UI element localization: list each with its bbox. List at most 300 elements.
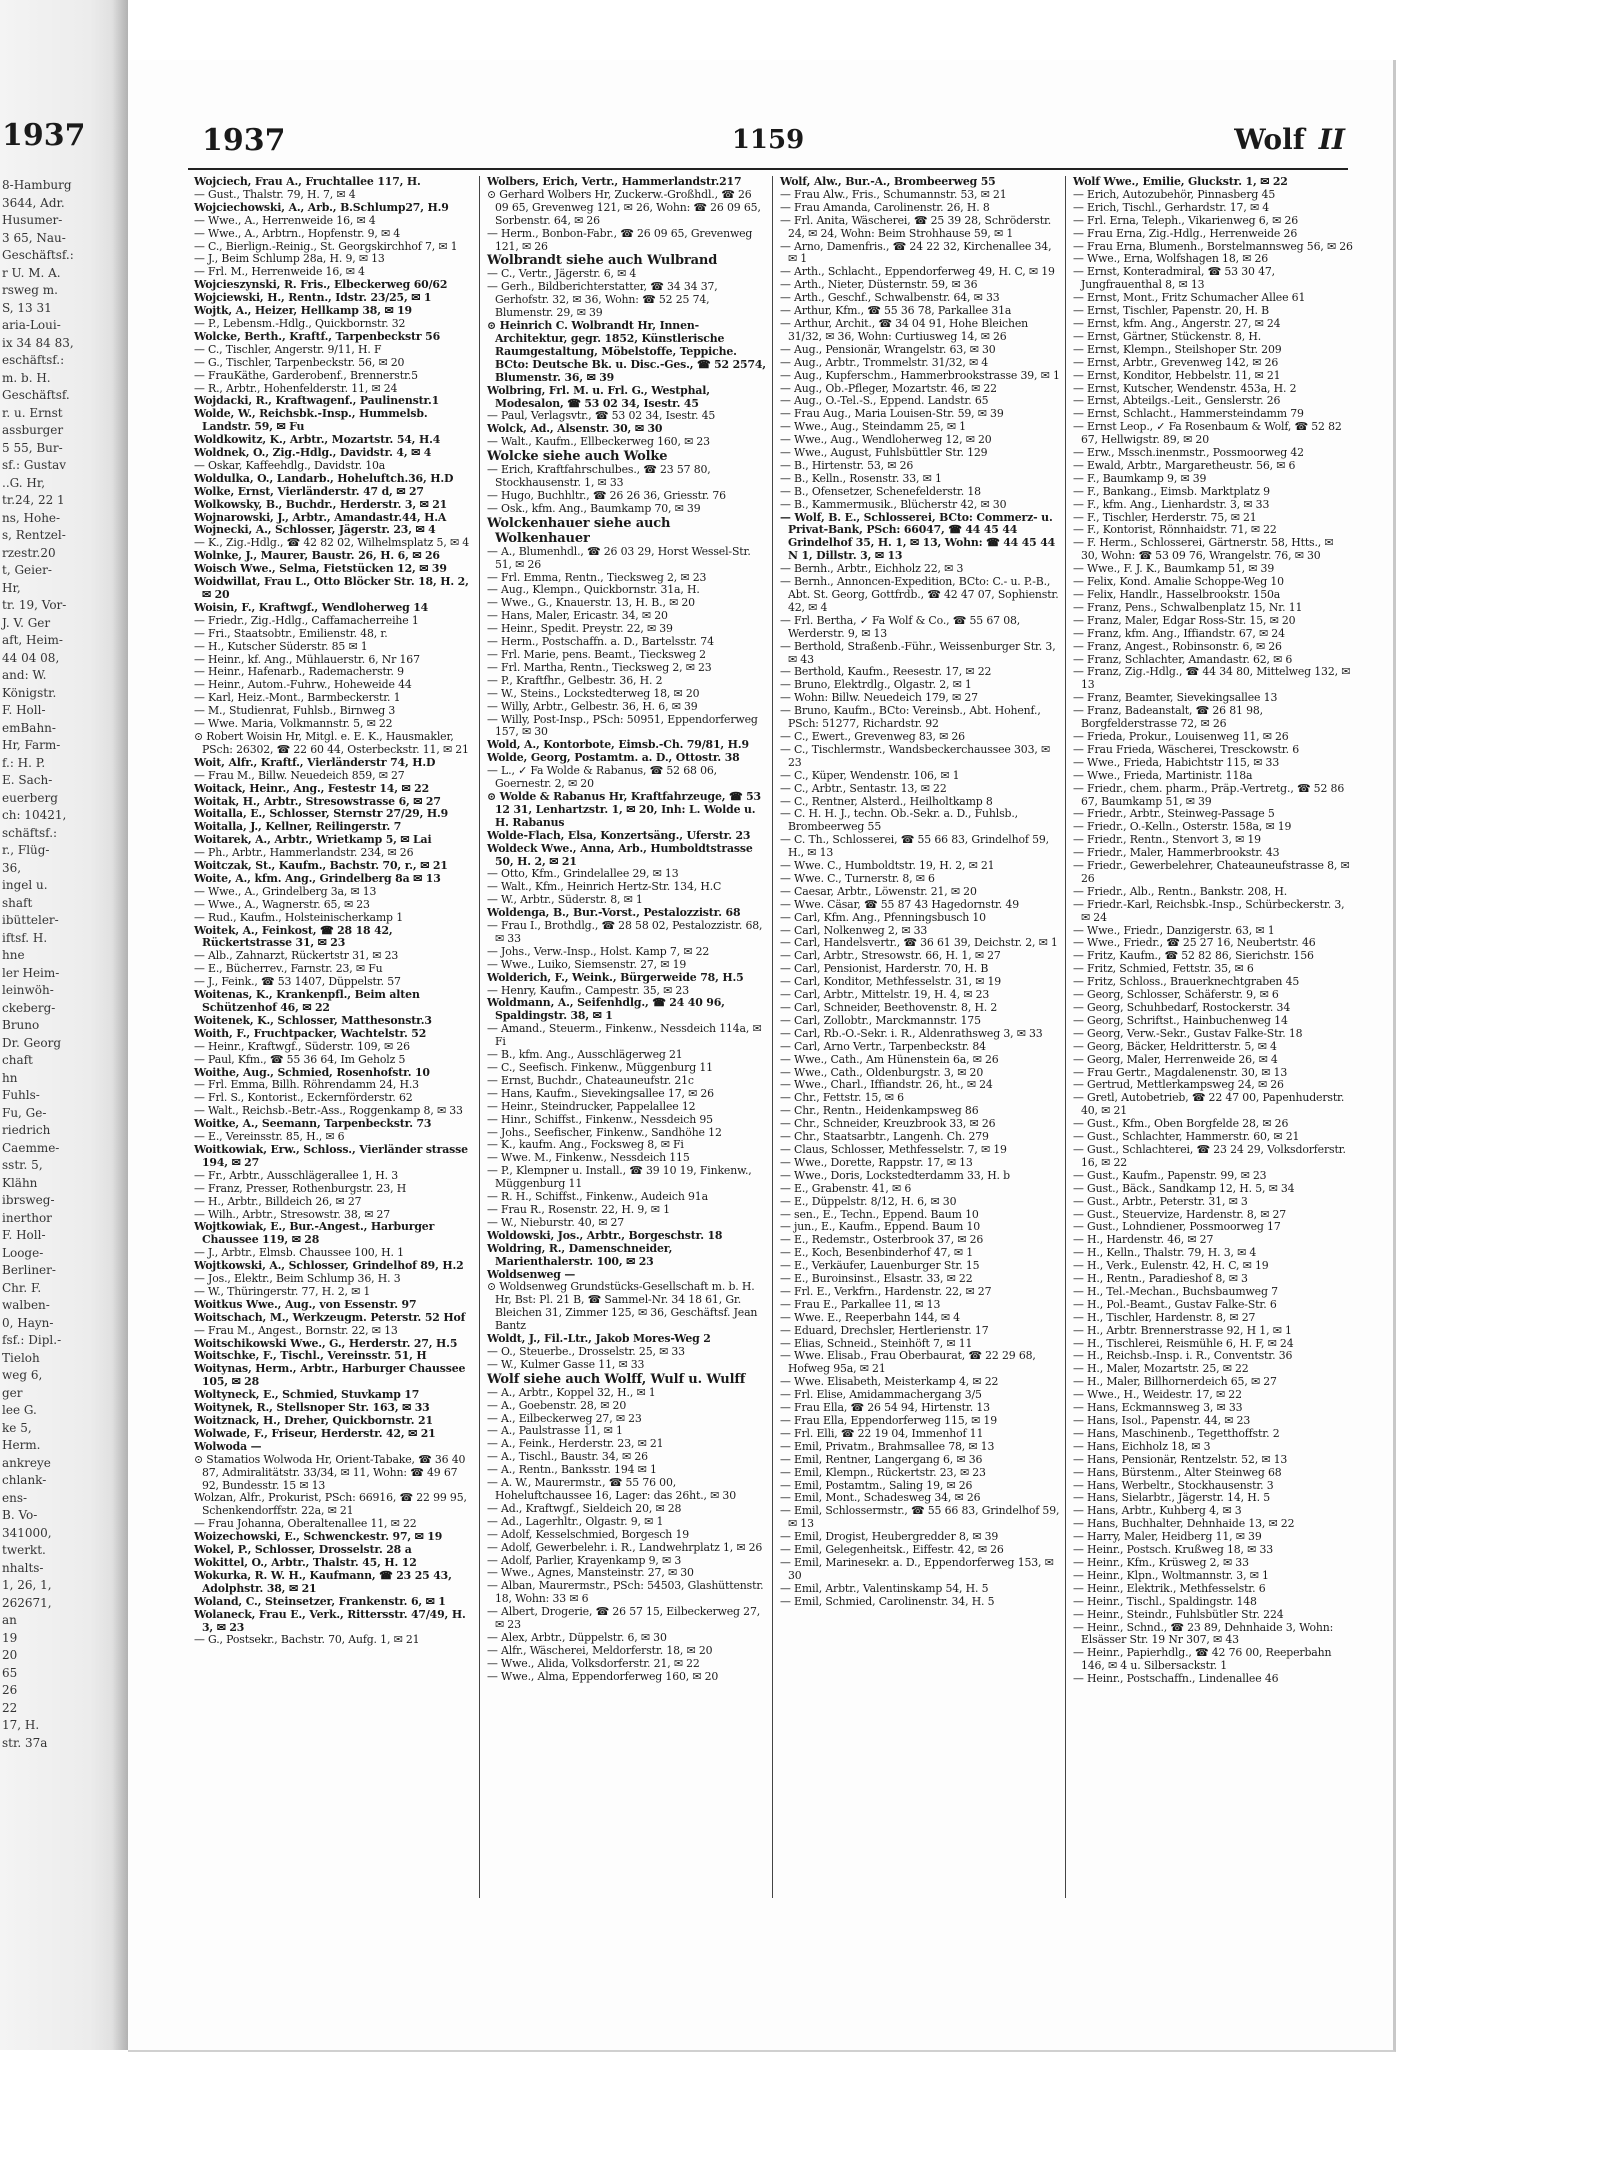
facing-page-text-fragment: r. u. Ernst (2, 405, 63, 420)
directory-entry: Wojdacki, R., Kraftwagenf., Paulinenstr.1 (194, 394, 440, 408)
directory-entry: — F. Herm., Schlosserei, Gärtnerstr. 58, Htts., ✉ 30, Wohn: ☎ 53 09 76, Wrangelstr. 76, ✉ 30 (1073, 536, 1334, 563)
facing-page-text-fragment: ch: 10421, (2, 808, 67, 822)
directory-entry: — Hans, Eichholz 18, ✉ 3 (1073, 1439, 1211, 1453)
directory-entry: — Wwe., Cath., Am Hünenstein 6a, ✉ 26 (780, 1052, 999, 1066)
facing-page-text-fragment: schäftsf.: (2, 825, 58, 840)
directory-entry: — H., Tel.-Mechan., Buchsbaumweg 7 (1073, 1284, 1278, 1298)
facing-page-text-fragment: rsweg m. (2, 283, 58, 297)
directory-entry: — R. H., Schiffst., Finkenw., Audeich 91a (487, 1190, 708, 1204)
directory-entry: — A., Eilbeckerweg 27, ✉ 23 (487, 1411, 642, 1425)
directory-entry: Wolf siehe auch Wolff, Wulf u. Wulff (487, 1371, 746, 1387)
facing-page-text-fragment: tr.24, 22 1 (2, 493, 65, 507)
directory-entry: — Berthold, Kaufm., Reesestr. 17, ✉ 22 (780, 665, 992, 679)
facing-page-text-fragment: 341000, (2, 1525, 52, 1540)
directory-entry: — Carl, Kfm. Ang., Pfenningsbusch 10 (780, 910, 986, 924)
directory-entry: Woitalla, E., Schlosser, Sternstr 27/29, H.9 (194, 807, 449, 821)
directory-entry: — Hans, Pensionär, Rentzelstr. 52, ✉ 13 (1073, 1452, 1288, 1466)
facing-page-text-fragment: aft, Heim- (2, 633, 63, 647)
directory-entry: Woltyneck, E., Schmied, Stuvkamp 17 (194, 1388, 420, 1402)
directory-entry: — Emil, Schlossermstr., ☎ 55 66 83, Grindelhof 59, ✉ 13 (780, 1504, 1060, 1531)
directory-entry: — Bruno, Elektrdlg., Olgastr. 2, ✉ 1 (780, 678, 972, 692)
directory-entry: — Hans, Maler, Ericastr. 34, ✉ 20 (487, 609, 668, 623)
directory-page (128, 60, 1396, 2052)
directory-entry: — Georg, Schlosser, Schäferstr. 9, ✉ 6 (1073, 988, 1279, 1002)
facing-page-header: 1937 (2, 118, 86, 153)
directory-entry: — Frau M., Billw. Neuedeich 859, ✉ 27 (194, 768, 405, 782)
directory-entry: Wolde, Georg, Postamtm. a. D., Ottostr. 38 (487, 751, 740, 765)
directory-entry: — Ernst, Konditor, Hebbelstr. 11, ✉ 21 (1073, 368, 1281, 382)
directory-entry: — Friedr., Arbtr., Steinweg-Passage 5 (1073, 807, 1275, 821)
directory-entry: ⊙ Wolde & Rabanus Hr, Kraftfahrzeuge, ☎ 53 12 31, Lenhartzstr. 1, ✉ 20, Inh: L. Wolde u. H. Rabanus (487, 789, 761, 829)
facing-page-text-fragment: Geschäftsf.: (2, 248, 74, 262)
facing-page-text-fragment: str. 37a (2, 1735, 48, 1750)
facing-page-text-fragment: 17, H. (2, 1718, 40, 1732)
directory-entry: — Franz, Presser, Rothenburgstr. 23, H (194, 1181, 407, 1195)
directory-entry: — C., Küper, Wendenstr. 106, ✉ 1 (780, 768, 960, 782)
directory-entry: — Herm., Bonbon-Fabr., ☎ 26 09 65, Grevenweg 121, ✉ 26 (487, 226, 753, 253)
directory-entry: — Bernh., Annoncen-Expedition, BCto: C.- u. P.-B., Abt. St. Georg, Gottfrdb., ☎ 42 47 07, Sophienstr. 42, ✉ 4 (780, 575, 1059, 614)
column-4 (1067, 176, 1357, 1898)
directory-entry: — Wwe. Maria, Volkmannstr. 5, ✉ 22 (194, 717, 393, 731)
directory-entry: — Emil, Gelegenheitsk., Eiffestr. 42, ✉ 26 (780, 1543, 1004, 1557)
directory-entry: — Wwe., Friedr., Danzigerstr. 63, ✉ 1 (1073, 923, 1275, 937)
directory-entry: — Arthur, Kfm., ☎ 55 36 78, Parkallee 31a (780, 304, 1012, 318)
directory-entry: — Fritz, Schloss., Brauerknechtgraben 45 (1073, 975, 1300, 989)
facing-page-text-fragment: Chr. F. (2, 1280, 42, 1295)
directory-entry: — Caesar, Arbtr., Löwenstr. 21, ✉ 20 (780, 884, 977, 898)
directory-entry: — Fritz, Schmied, Fettstr. 35, ✉ 6 (1073, 962, 1254, 976)
facing-page-text-fragment: ler Heim- (2, 965, 60, 980)
facing-page-text-fragment: fsf.: Dipl.- (2, 1333, 62, 1347)
directory-entry: — C., Rentner, Alsterd., Heilholtkamp 8 (780, 794, 993, 808)
directory-entry: — Hans, Isol., Papenstr. 44, ✉ 23 (1073, 1414, 1251, 1427)
directory-entry: Woisch Wwe., Selma, Fietstücken 12, ✉ 39 (194, 562, 447, 576)
directory-entry: — Aug., Pensionär, Wrangelstr. 63, ✉ 30 (780, 342, 996, 356)
facing-page-text-fragment: B. Vo- (2, 1508, 38, 1522)
directory-entry: Wojnarowski, J., Arbtr., Amandastr.44, H.A (194, 510, 447, 524)
facing-page-text-fragment: weg 6, (2, 1368, 43, 1382)
directory-entry: — Georg, Verw.-Sekr., Gustav Falke-Str. 18 (1073, 1026, 1303, 1040)
directory-entry: — Emil, Rentner, Langergang 6, ✉ 36 (780, 1452, 983, 1466)
directory-entry: Woldnek, O., Zig.-Hdlg., Davidstr. 4, ✉ 4 (194, 446, 432, 460)
directory-entry: Wolwoda — (194, 1439, 262, 1453)
facing-page-text-fragment: twerkt. (2, 1543, 46, 1557)
facing-page-text-fragment: F. Holl- (2, 703, 46, 717)
directory-entry: — Ernst, Gärtner, Stückenstr. 8, H. (1073, 329, 1262, 343)
directory-entry: — Claus, Schlosser, Methfesselstr. 7, ✉ 19 (780, 1142, 1007, 1156)
facing-page-text-fragment: 262671, (2, 1595, 52, 1610)
directory-entry: — B., Kammermusik., Blücherstr 42, ✉ 30 (780, 497, 1007, 511)
directory-entry: Woitke, A., Seemann, Tarpenbeckstr. 73 (194, 1117, 432, 1131)
directory-entry: — Heinr., Postsch. Krußweg 18, ✉ 33 (1073, 1543, 1274, 1557)
directory-entry: — Gust., Schlachterei, ☎ 23 24 29, Volksdorferstr. 16, ✉ 22 (1073, 1142, 1346, 1169)
directory-entry: — Ph., Arbtr., Hammerlandstr. 234, ✉ 26 (194, 846, 414, 860)
directory-entry: — E., Redemstr., Osterbrook 37, ✉ 26 (780, 1233, 984, 1247)
directory-entry: — Gretl, Autobetrieb, ☎ 22 47 00, Papenhuderstr. 40, ✉ 21 (1073, 1091, 1345, 1118)
directory-entry: Woitkowiak, Erw., Schloss., Vierländer strasse 194, ✉ 27 (194, 1142, 468, 1169)
directory-entry: — Hans, Kaufm., Sievekingsallee 17, ✉ 26 (487, 1086, 714, 1100)
directory-entry: — Carl, Arbtr., Mittelstr. 19, H. 4, ✉ 23 (780, 988, 990, 1002)
directory-entry: — Heinr., Steindrucker, Pappelallee 12 (487, 1099, 696, 1113)
directory-entry: — Heinr., Elektrik., Methfesselstr. 6 (1073, 1581, 1266, 1595)
directory-entry: — Bernh., Arbtr., Eichholz 22, ✉ 3 (780, 562, 964, 576)
directory-entry: — Franz, kfm. Ang., Iffiandstr. 67, ✉ 24 (1073, 626, 1285, 640)
directory-entry: — Gerh., Bildberichterstatter, ☎ 34 34 37, Gerhofstr. 32, ✉ 36, Wohn: ☎ 52 25 74, Blumenstr. 29, ✉ 39 (487, 280, 718, 320)
directory-entry: — Wwe., Friedr., ☎ 25 27 16, Neubertstr. 46 (1073, 936, 1316, 950)
directory-entry: Wokittel, O., Arbtr., Thalstr. 45, H. 12 (194, 1555, 417, 1569)
directory-entry: — Paul, Kfm., ☎ 55 36 64, Im Geholz 5 (194, 1052, 406, 1066)
directory-entry: — K., Zig.-Hdlg., ☎ 42 82 02, Wilhelmsplatz 5, ✉ 4 (194, 536, 470, 550)
facing-page-text-fragment: Looge- (2, 1245, 44, 1260)
directory-entry: — Felix, Handlr., Hasselbrookstr. 150a (1073, 588, 1281, 601)
directory-entry: Woland, C., Steinsetzer, Frankenstr. 6, ✉ 1 (194, 1594, 446, 1608)
directory-entry: — Gust., Arbtr., Peterstr. 31, ✉ 3 (1073, 1194, 1248, 1208)
facing-page-text-fragment: 8-Hamburg (2, 178, 72, 192)
directory-entry: — Wwe., F. J. K., Baumkamp 51, ✉ 39 (1073, 562, 1275, 576)
facing-page-text-fragment: ankreye (2, 1455, 51, 1470)
directory-entry: — Frau Erna, Zig.-Hdlg., Herrenweide 26 (1073, 226, 1298, 240)
directory-entry: — F., Kontorist, Rönnhaidstr. 71, ✉ 22 (1073, 523, 1277, 537)
directory-entry: — B., Hirtenstr. 53, ✉ 26 (780, 458, 914, 472)
directory-entry: — Frl. Erna, Teleph., Vikarienweg 6, ✉ 26 (1073, 213, 1299, 227)
directory-entry: — W., Nieburstr. 40, ✉ 27 (487, 1215, 625, 1229)
facing-page-text-fragment: Fu, Ge- (2, 1105, 47, 1120)
facing-page-text-fragment: m. b. H. (2, 370, 51, 385)
facing-page-text-fragment: 3 65, Nau- (2, 230, 66, 245)
facing-page-text-fragment: 5 55, Bur- (2, 440, 63, 455)
directory-entry: — Hans, Sielarbtr., Jägerstr. 14, H. 5 (1073, 1491, 1270, 1505)
directory-entry: Wokel, P., Schlosser, Drosselstr. 28 a (194, 1543, 412, 1557)
directory-entry: — Georg, Schuhbedarf, Rostockerstr. 34 (1073, 1001, 1291, 1014)
directory-entry: — F., Tischler, Herderstr. 75, ✉ 21 (1073, 510, 1257, 524)
directory-entry: — Friedr., chem. pharm., Präp.-Vertretg., ☎ 52 86 67, Baumkamp 51, ✉ 39 (1073, 781, 1345, 808)
facing-page-text-fragment: Fuhls- (2, 1088, 40, 1102)
directory-entry: — Gust., Kfm., Oben Borgfelde 28, ✉ 26 (1073, 1117, 1289, 1131)
directory-entry: — Wwe. Elisab., Frau Oberbaurat, ☎ 22 29 68, Hofweg 95a, ✉ 21 (780, 1349, 1036, 1376)
directory-entry: — H., Verk., Eulenstr. 42, H. C, ✉ 19 (1073, 1259, 1269, 1273)
directory-entry: — Erich, Autozubehör, Pinnasberg 45 (1073, 187, 1276, 201)
facing-page-text-fragment: 22 (2, 1700, 18, 1715)
directory-entry: — Heinr., Spedit. Preystr. 22, ✉ 39 (487, 622, 673, 636)
directory-entry: Wolcke siehe auch Wolke (487, 449, 668, 465)
directory-entry: — J., Feink., ☎ 53 1407, Düppelstr. 57 (194, 975, 401, 989)
directory-entry: — Friedr., Maler, Hammerbrookstr. 43 (1073, 846, 1280, 860)
directory-entry: Wojciewski, H., Rentn., Idstr. 23/25, ✉ 1 (194, 291, 432, 305)
directory-entry: — Carl, Nolkenweg 2, ✉ 33 (780, 923, 928, 937)
facing-page-text-fragment: emBahn- (2, 720, 56, 735)
facing-page-text-fragment: 20 (2, 1648, 18, 1662)
directory-entry: Wojtk, A., Heizer, Hellkamp 38, ✉ 19 (194, 304, 412, 318)
directory-entry: — Herm., Postschaffn. a. D., Bartelsstr. 74 (487, 635, 714, 649)
directory-entry: — Carl, Arbtr., Stresowstr. 66, H. 1, ✉ 27 (780, 949, 1001, 963)
column-1 (188, 176, 478, 1898)
directory-entry: — Ewald, Arbtr., Margaretheustr. 56, ✉ 6 (1073, 458, 1296, 472)
directory-entry: Wolbrandt siehe auch Wulbrand (487, 253, 718, 269)
column-3 (774, 176, 1064, 1898)
facing-page-text-fragment: ix 34 84 83, (2, 335, 74, 350)
directory-entry: Woldenga, B., Bur.-Vorst., Pestalozzistr. 68 (487, 906, 741, 920)
directory-entry: — Wwe., A., Grindelberg 3a, ✉ 13 (194, 884, 377, 898)
directory-entry: Woitak, H., Arbtr., Stresowstrasse 6, ✉ 27 (194, 794, 441, 808)
directory-entry: — Frl. Anita, Wäscherei, ☎ 25 39 28, Schröderstr. 24, ✉ 24, Wohn: Beim Strohhause 59, ✉ 1 (780, 213, 1052, 240)
facing-page-text-fragment: Hr, (2, 580, 21, 595)
directory-entry: — Georg, Bäcker, Heldritterstr. 5, ✉ 4 (1073, 1039, 1277, 1053)
directory-entry: — C., Seefisch. Finkenw., Müggenburg 11 (487, 1061, 713, 1074)
directory-entry: — Ernst, kfm. Ang., Angerstr. 27, ✉ 24 (1073, 316, 1281, 330)
directory-entry: — Ernst, Abteilgs.-Leit., Genslerstr. 26 (1073, 394, 1281, 408)
facing-page-text-fragment: Bruno (2, 1018, 40, 1032)
directory-entry: — Gust., Kaufm., Papenstr. 99, ✉ 23 (1073, 1168, 1267, 1182)
directory-entry: — Henry, Kaufm., Campestr. 35, ✉ 23 (487, 983, 689, 997)
directory-entry: Wolderich, F., Weink., Bürgerweide 78, H.5 (487, 970, 744, 984)
facing-page-text-fragment: rzestr.20 (2, 545, 56, 560)
directory-entry: — H., Tischler, Hardenstr. 8, ✉ 27 (1073, 1310, 1256, 1324)
directory-entry: — Carl, Zollobtr., Marckmannstr. 175 (780, 1013, 981, 1027)
directory-entry: — Gust., Steuervize, Hardenstr. 8, ✉ 27 (1073, 1207, 1287, 1221)
directory-entry: — B., kfm. Ang., Ausschlägerweg 21 (487, 1048, 683, 1062)
directory-entry: Woldeck Wwe., Anna, Arb., Humboldtstrasse 50, H. 2, ✉ 21 (487, 841, 753, 868)
directory-entry: — Chr., Schneider, Kreuzbrook 33, ✉ 26 (780, 1117, 996, 1131)
directory-entry: Woldulka, O., Landarb., Hoheluftch.36, H.D (194, 471, 454, 485)
directory-entry: — Frl. Martha, Rentn., Tiecksweg 2, ✉ 23 (487, 660, 712, 674)
facing-page-text-fragment: ..G. Hr, (2, 475, 46, 490)
directory-entry: Woldring, R., Damenschneider, Marienthalerstr. 100, ✉ 23 (487, 1241, 673, 1268)
directory-entry: — Walt., Reichsb.-Betr.-Ass., Roggenkamp 8, ✉ 33 (194, 1104, 463, 1118)
facing-page-text-fragment: Berliner- (2, 1263, 56, 1277)
facing-page-text-fragment: Herm. (2, 1438, 41, 1452)
directory-entry: — Alfr., Wäscherei, Meldorferstr. 18, ✉ 20 (487, 1643, 713, 1657)
directory-entry: — Franz, Badeanstalt, ☎ 26 81 98, Borgfelderstrasse 72, ✉ 26 (1073, 704, 1263, 731)
directory-entry: — Emil, Arbtr., Valentinskamp 54, H. 5 (780, 1581, 989, 1595)
facing-page-text-fragment: euerberg (2, 790, 58, 805)
directory-entry: Woitynas, Herm., Arbtr., Harburger Chaussee 105, ✉ 28 (194, 1362, 466, 1389)
directory-entry: — Wwe., Frieda, Martinistr. 118a (1073, 768, 1253, 782)
directory-entry: Wolnke, J., Maurer, Baustr. 26, H. 6, ✉ 26 (194, 549, 440, 563)
directory-entry: — Chr., Staatsarbtr., Langenh. Ch. 279 (780, 1130, 989, 1144)
facing-page-text-fragment: ibütteler- (2, 913, 59, 927)
directory-entry: — F., Bankang., Eimsb. Marktplatz 9 (1073, 484, 1270, 498)
directory-entry: — Gertrud, Mettlerkampsweg 24, ✉ 26 (1073, 1078, 1284, 1092)
directory-entry: — Frau Erna, Blumenh., Borstelmannsweg 56, ✉ 26 (1073, 239, 1353, 253)
directory-entry: — C. H. H. J., techn. Ob.-Sekr. a. D., Fuhlsb., Brombeerweg 55 (780, 807, 1018, 834)
directory-entry: Wolzan, Alfr., Prokurist, PSch: 66916, ☎ 22 99 95, Schenkendorffstr. 22a, ✉ 21 (194, 1491, 467, 1518)
facing-page-text-fragment: riedrich (2, 1123, 51, 1137)
directory-entry: — Albert, Drogerie, ☎ 26 57 15, Eilbeckerweg 27, ✉ 23 (487, 1605, 761, 1632)
directory-entry: — Harry, Maler, Heidberg 11, ✉ 39 (1073, 1530, 1262, 1544)
directory-entry: — Carl, Schneider, Beethovenstr. 8, H. 2 (780, 1001, 998, 1014)
directory-entry: — Aug., Arbtr., Trommelstr. 31/32, ✉ 4 (780, 355, 989, 369)
directory-entry: — Emil, Mont., Schadesweg 34, ✉ 26 (780, 1491, 981, 1505)
facing-page-text-fragment: chaft (2, 1053, 33, 1067)
page-number: 1159 (731, 125, 805, 155)
directory-entry: — A. W., Maurermstr., ☎ 55 76 00, Hoheluftchaussee 16, Lager: das 26ht., ✉ 30 (487, 1476, 736, 1502)
directory-entry: Wojnecki, A., Schlosser, Jägerstr. 23, ✉ 4 (194, 523, 436, 537)
directory-entry: Woisin, F., Kraftwgf., Wendloherweg 14 (194, 600, 429, 614)
directory-entry: — Ernst, Konteradmiral, ☎ 53 30 47, Jungfrauenthal 8, ✉ 13 (1073, 265, 1275, 292)
facing-page-text-fragment: E. Sach- (2, 773, 53, 787)
directory-entry: — Paul, Verlagsvtr., ☎ 53 02 34, Isestr. 45 (487, 409, 716, 423)
directory-entry: Woitarek, A., Arbtr., Wrietkamp 5, ✉ Lai (194, 833, 432, 847)
directory-entry: — Georg, Maler, Herrenweide 26, ✉ 4 (1073, 1052, 1278, 1066)
facing-page-text-fragment: nhalts- (2, 1560, 44, 1575)
directory-entry: Wojtkowiak, E., Bur.-Angest., Harburger Chaussee 119, ✉ 28 (194, 1220, 435, 1247)
directory-entry: — Wwe., Dorette, Rappstr. 17, ✉ 13 (780, 1155, 973, 1169)
column-2 (481, 176, 771, 1898)
directory-entry: — H., Arbtr., Billdeich 26, ✉ 27 (194, 1194, 362, 1208)
directory-entry: — Wwe., Aug., Steindamm 25, ✉ 1 (780, 420, 966, 434)
directory-entry: — Hans, Maschinenb., Tegetthoffstr. 2 (1073, 1426, 1280, 1440)
facing-page-text-fragment: 0, Hayn- (2, 1315, 54, 1330)
directory-entry: — Heinr., Tischl., Spaldingstr. 148 (1073, 1594, 1257, 1608)
directory-entry: — Gust., Schlachter, Hammerstr. 60, ✉ 21 (1073, 1130, 1300, 1144)
directory-entry: — C., Tischlermstr., Wandsbeckerchaussee 303, ✉ 23 (780, 742, 1050, 769)
facing-page-text-fragment: ens- (2, 1490, 28, 1505)
directory-entry: — Ernst, Klempn., Steilshoper Str. 209 (1073, 342, 1282, 356)
directory-entry: Woith, F., Fruchtpacker, Wachtelstr. 52 (194, 1026, 427, 1040)
directory-entry: — Walt., Kfm., Heinrich Hertz-Str. 134, H.C (487, 880, 722, 894)
directory-entry: — Wwe., A., Wagnerstr. 65, ✉ 23 (194, 897, 370, 911)
directory-entry: — Frl. Emma, Billh. Röhrendamm 24, H.3 (194, 1078, 419, 1092)
directory-entry: — FrauKäthe, Garderobenf., Brennerstr.5 (194, 368, 418, 382)
directory-entry: — Frau Ella, Eppendorferweg 115, ✉ 19 (780, 1414, 997, 1427)
facing-page-text-fragment: Klähn (2, 1175, 38, 1190)
directory-entry: — Gust., Thalstr. 79, H. 7, ✉ 4 (194, 187, 356, 201)
directory-entry: — G., Postsekr., Bachstr. 70, Aufg. 1, ✉ 21 (194, 1633, 420, 1647)
directory-entry: — Jos., Elektr., Beim Schlump 36, H. 3 (194, 1272, 401, 1286)
directory-entry: Wojciech, Frau A., Fruchtallee 117, H. (194, 176, 421, 188)
directory-entry: — Fri., Staatsobtr., Emilienstr. 48, r. (194, 626, 388, 640)
directory-entry: — Erw., Mssch.inenmstr., Possmoorweg 42 (1073, 446, 1304, 460)
directory-entry: — Franz, Maler, Edgar Ross-Str. 15, ✉ 20 (1073, 613, 1296, 627)
directory-entry: — C., Arbtr., Sentastr. 13, ✉ 22 (780, 781, 947, 795)
directory-entry: Wolde, W., Reichsbk.-Insp., Hummelsb. Landstr. 59, ✉ Fu (194, 407, 428, 434)
directory-entry: — Oskar, Kaffeehdlg., Davidstr. 10a (194, 458, 386, 472)
facing-page-text-fragment: ger (2, 1385, 23, 1400)
directory-entry: — Frau Alw., Fris., Schumannstr. 53, ✉ 21 (780, 187, 1007, 201)
directory-entry: Wolck, Ad., Alsenstr. 30, ✉ 30 (487, 422, 663, 436)
directory-entry: — J., Arbtr., Elmsb. Chaussee 100, H. 1 (194, 1246, 404, 1260)
directory-entry: — O., Steuerbe., Drosselstr. 25, ✉ 33 (487, 1344, 685, 1358)
directory-entry: — C., Ewert., Grevenweg 83, ✉ 26 (780, 729, 965, 743)
directory-entry: — H., Hardenstr. 46, ✉ 27 (1073, 1233, 1214, 1247)
directory-entry: — Arth., Schlacht., Eppendorferweg 49, H. C, ✉ 19 (780, 265, 1055, 279)
directory-entry: — Berthold, Straßenb.-Führ., Weissenburger Str. 3, ✉ 43 (780, 639, 1056, 666)
directory-entry: — Frau Johanna, Oberaltenallee 11, ✉ 22 (194, 1517, 417, 1531)
directory-entry: — Frau I., Brothdlg., ☎ 28 58 02, Pestalozzistr. 68, ✉ 33 (487, 919, 763, 945)
column-divider (1065, 176, 1066, 1898)
directory-entry: — E., Vereinsstr. 85, H., ✉ 6 (194, 1130, 345, 1144)
facing-page-text-fragment: leinwöh- (2, 983, 54, 997)
facing-page-text-fragment: t, Geier- (2, 563, 52, 577)
facing-page-text-fragment: S, 13 31 (2, 300, 52, 315)
directory-entry: — Emil, Marinesekr. a. D., Eppendorferweg 153, ✉ 30 (780, 1555, 1054, 1582)
directory-entry: — Franz, Schlachter, Amandastr. 62, ✉ 6 (1073, 652, 1293, 666)
facing-page-text-fragment: 1, 26, 1, (2, 1578, 52, 1592)
running-head-volume: II (1318, 123, 1345, 156)
facing-page-text-fragment: ckeberg- (2, 1000, 56, 1015)
facing-page-text-fragment: and: W. (2, 668, 47, 682)
facing-page-text-fragment: 65 (2, 1665, 18, 1680)
header-rule (188, 168, 1348, 170)
directory-entry: — Wwe. C., Turnerstr. 8, ✉ 6 (780, 871, 935, 885)
page-fold-shadow (112, 0, 128, 2050)
directory-entry: — Wwe. E., Reeperbahn 144, ✉ 4 (780, 1310, 960, 1324)
directory-entry: — Arthur, Archit., ☎ 34 04 91, Hohe Bleichen 31/32, ✉ 36, Wohn: Curtiusweg 14, ✉ 26 (780, 316, 1028, 343)
directory-entry: — Bruno, Kaufm., BCto: Vereinsb., Abt. Hohenf., PSch: 51277, Richardstr. 92 (780, 704, 1041, 731)
directory-entry: — Hinr., Schiffst., Finkenw., Nessdeich 95 (487, 1112, 713, 1126)
directory-entry: — Ernst, Kutscher, Wendenstr. 453a, H. 2 (1073, 381, 1297, 395)
directory-entry: — Frl. S., Kontorist., Eckernförderstr. 62 (194, 1091, 413, 1105)
facing-page-fragment (0, 0, 128, 2050)
directory-entry: — B., Kelln., Rosenstr. 33, ✉ 1 (780, 471, 942, 485)
directory-entry: — C., Tischler, Angerstr. 9/11, H. F (194, 342, 382, 356)
directory-entry: — E., Grabenstr. 41, ✉ 6 (780, 1181, 912, 1195)
directory-entry: — Heinr., Schnd., ☎ 23 89, Dehnhaide 3, Wohn: Elsässer Str. 19 Nr 307, ✉ 43 (1073, 1620, 1334, 1647)
directory-entry: Wolkowsky, B., Buchdr., Herderstr. 3, ✉ 21 (194, 497, 448, 511)
directory-entry: — Osk., kfm. Ang., Baumkamp 70, ✉ 39 (487, 501, 701, 515)
directory-entry: — A., Rentn., Banksstr. 194 ✉ 1 (487, 1463, 657, 1477)
directory-entry: Wolwade, F., Friseur, Herderstr. 42, ✉ 21 (194, 1426, 436, 1440)
directory-entry: — Wwe., Erna, Wolfshagen 18, ✉ 26 (1073, 252, 1269, 266)
facing-page-text-fragment: Husumer- (2, 213, 63, 227)
facing-page-text-fragment: Dr. Georg (2, 1035, 61, 1050)
running-head-name: Wolf (1234, 123, 1305, 156)
directory-entry: — Adolf, Parlier, Krayenkamp 9, ✉ 3 (487, 1553, 682, 1567)
directory-entry: — Wolf, B. E., Schlosserei, BCto: Commerz- u. Privat-Bank, PSch: 66047, ☎ 44 45 44 Grindelhof 35, H. 1, ✉ 13, Wohn: ☎ 44 45 44 N 1, Dillstr. 3, ✉ 13 (780, 510, 1056, 563)
page-running-head (1234, 123, 1345, 156)
directory-entry: — K., kaufm. Ang., Focksweg 8, ✉ Fi (487, 1138, 684, 1152)
directory-entry: — E., Düppelstr. 8/12, H. 6, ✉ 30 (780, 1194, 957, 1208)
directory-entry: — Heinr., Postschaffn., Lindenallee 46 (1073, 1672, 1279, 1686)
directory-entry: — Ernst, Arbtr., Grevenweg 142, ✉ 26 (1073, 355, 1279, 369)
directory-entry: — Frl. Emma, Rentn., Tiecksweg 2, ✉ 23 (487, 570, 707, 584)
directory-entry: — Gust., Lohndiener, Possmoorweg 17 (1073, 1220, 1281, 1234)
directory-entry: — H., Rentn., Paradieshof 8, ✉ 3 (1073, 1272, 1248, 1286)
directory-entry: — G., Tischler, Tarpenbeckstr. 56, ✉ 20 (194, 355, 405, 369)
directory-entry: — Frl. Bertha, ✓ Fa Wolf & Co., ☎ 55 67 08, Werderstr. 9, ✉ 13 (780, 613, 1021, 640)
directory-entry: — Carl, Konditor, Methfesselstr. 31, ✉ 19 (780, 975, 1002, 989)
directory-entry: — E., Verkäufer, Lauenburger Str. 15 (780, 1259, 980, 1273)
directory-entry: Wolaneck, Frau E., Verk., Rittersstr. 47/49, H. 3, ✉ 23 (194, 1607, 466, 1634)
directory-entry: — P., Kraftfhr., Gelbestr. 36, H. 2 (487, 673, 663, 687)
directory-entry: — Rud., Kaufm., Holsteinischerkamp 1 (194, 910, 403, 924)
directory-entry: — Arth., Geschf., Schwalbenstr. 64, ✉ 33 (780, 291, 1000, 305)
directory-entry: ⊙ Woldsenweg Grundstücks-Gesellschaft m. b. H. Hr, Bst: Pl. 21 B, ☎ Sammel-Nr. 34 18 61, Gr. Bleichen 31, Zimmer 125, ✉ 36, Geschäftsf. Jean Bantz (487, 1280, 758, 1333)
directory-entry: Woidwillat, Frau L., Otto Blöcker Str. 18, H. 2, ✉ 20 (194, 575, 469, 601)
directory-entry: ⊙ Stamatios Wolwoda Hr, Orient-Tabake, ☎ 36 40 87, Admiralitätstr. 33/34, ✉ 11, Wohn: ☎ 49 67 92, Bundesstr. 15 ✉ 13 (194, 1452, 466, 1492)
directory-entry: — H., Arbtr. Brennerstrasse 92, H 1, ✉ 1 (1073, 1323, 1292, 1337)
directory-entry: — Frl. Elli, ☎ 22 19 04, Immenhof 11 (780, 1426, 984, 1440)
facing-page-text-fragment: hn (2, 1070, 18, 1085)
directory-entry: — Ad., Lagerhltr., Olgastr. 9, ✉ 1 (487, 1514, 664, 1528)
facing-page-text-fragment: walben- (2, 1298, 50, 1312)
directory-entry: — Frau M., Angest., Bornstr. 22, ✉ 13 (194, 1323, 398, 1337)
directory-entry: — Ernst Leop., ✓ Fa Rosenbaum & Wolf, ☎ 52 82 67, Hellwigstr. 89, ✉ 20 (1073, 420, 1342, 447)
directory-entry: — Arth., Nieter, Düsternstr. 59, ✉ 36 (780, 278, 978, 292)
directory-entry: — A., Arbtr., Koppel 32, H., ✉ 1 (487, 1385, 656, 1399)
directory-entry: — Friedr., Rentn., Stenvort 3, ✉ 19 (1073, 833, 1261, 847)
directory-entry: Woitschikowski Wwe., G., Herderstr. 27, H.5 (194, 1336, 458, 1350)
directory-entry: — Hans, Bürstenm., Alter Steinweg 68 (1073, 1465, 1282, 1479)
directory-entry: — R., Arbtr., Hohenfelderstr. 11, ✉ 24 (194, 381, 398, 395)
directory-entry: — Friedr., Gewerbelehrer, Chateauneufstrasse 8, ✉ 26 (1073, 859, 1350, 885)
directory-entry: — Frau E., Parkallee 11, ✉ 13 (780, 1297, 941, 1311)
directory-entry: — P., Klempner u. Install., ☎ 39 10 19, Finkenw., Müggenburg 11 (487, 1164, 752, 1191)
directory-entry: — A., Paulstrasse 11, ✉ 1 (487, 1424, 623, 1438)
directory-entry: — Adolf, Gewerbelehr. i. R., Landwehrplatz 1, ✉ 26 (487, 1540, 763, 1554)
directory-entry: — Frieda, Prokur., Louisenweg 11, ✉ 26 (1073, 729, 1289, 743)
directory-entry: Woitenas, K., Krankenpfl., Beim alten Schützenhof 46, ✉ 22 (194, 988, 420, 1014)
